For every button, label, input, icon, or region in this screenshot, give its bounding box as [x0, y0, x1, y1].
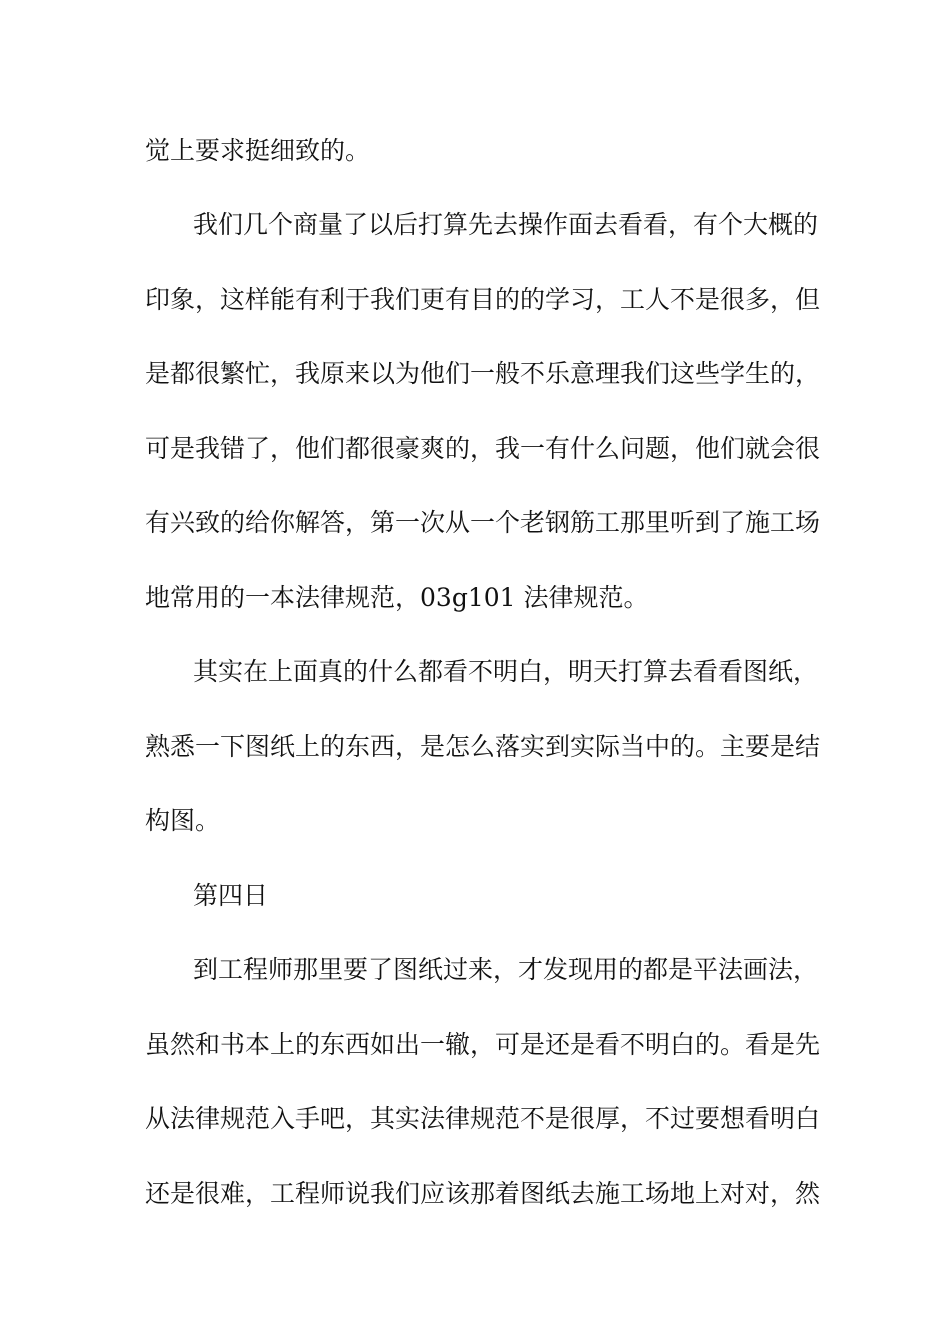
paragraph-line: 有兴致的给你解答，第一次从一个老钢筋工那里听到了施工场	[145, 508, 821, 537]
paragraph-line: 是都很繁忙，我原来以为他们一般不乐意理我们这些学生的，	[145, 359, 821, 388]
paragraph-line: 我们几个商量了以后打算先去操作面去看看，有个大概的	[193, 210, 819, 239]
paragraph-line: 还是很难，工程师说我们应该那着图纸去施工场地上对对，然	[145, 1179, 821, 1208]
paragraph-line: 觉上要求挺细致的。	[145, 136, 371, 165]
paragraph-line: 地常用的一本法律规范，03g101 法律规范。	[145, 583, 649, 612]
paragraph-line: 从法律规范入手吧，其实法律规范不是很厚，不过要想看明白	[145, 1104, 821, 1133]
paragraph-line: 可是我错了，他们都很豪爽的，我一有什么问题，他们就会很	[145, 434, 821, 463]
paragraph-line: 其实在上面真的什么都看不明白，明天打算去看看图纸，	[193, 657, 819, 686]
paragraph-line: 虽然和书本上的东西如出一辙，可是还是看不明白的。看是先	[145, 1030, 821, 1059]
paragraph-line: 构图。	[145, 806, 221, 835]
paragraph-line: 到工程师那里要了图纸过来，才发现用的都是平法画法，	[193, 955, 819, 984]
section-heading: 第四日	[193, 881, 269, 910]
paragraph-line: 熟悉一下图纸上的东西，是怎么落实到实际当中的。主要是结	[145, 732, 821, 761]
paragraph-line: 印象，这样能有利于我们更有目的的学习，工人不是很多，但	[145, 285, 821, 314]
